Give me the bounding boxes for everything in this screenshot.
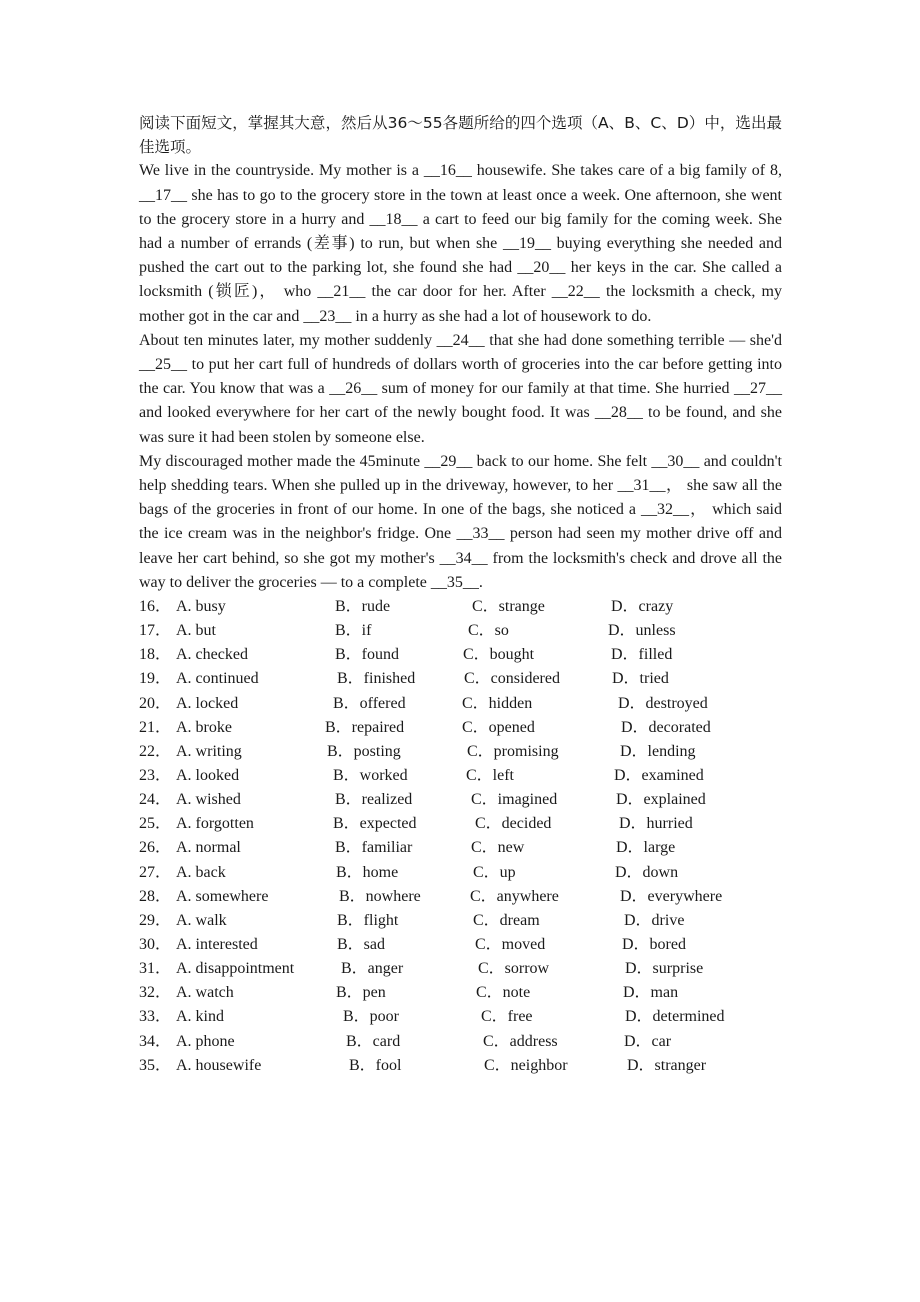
question-number: 30． [139,936,172,954]
option-b: B．home [336,863,399,881]
option-row [139,716,782,740]
passage-paragraph-1: We live in the countryside. My mother is a __16__ housewife. She takes care of a big family of 8, __17__ she has to go to the grocery store in the town at least once a week. One afternoon, she went to the grocery store in a hurry and __18__ a cart to feed our big family for the coming week. She had a number of errands (差事) to run, but when she __19__ buying everything she needed and pushed the cart out to the parking lot, she found she had __20__ her keys in the car. She called a locksmith (锁匠)， who __21__ the car door for her. After __22__ the locksmith a check, my mother got in the car and __23__ in a hurry as she had a lot of housework to do. [139,162,782,325]
option-a: A. broke [176,718,232,736]
option-b: B．if [335,622,372,640]
option-a: A. somewhere [176,887,269,905]
question-number: 28． [139,887,172,905]
option-a: A. housewife [176,1056,262,1074]
question-number: 32． [139,984,172,1002]
option-d: D．examined [614,767,704,785]
option-b: B．anger [341,960,404,978]
option-row [139,812,782,836]
option-row [139,909,782,933]
option-d: D．lending [620,742,696,760]
option-c: C．neighbor [484,1056,568,1074]
option-a: A. back [176,863,226,881]
instruction-text: 阅读下面短文，掌握其大意，然后从36～55各题所给的四个选项（A、B、C、D）中，选出最佳选项。 [139,114,782,157]
option-row [139,643,782,667]
option-row [139,1054,782,1078]
option-c: C．up [473,863,516,881]
option-c: C．opened [462,718,535,736]
option-b: B．card [346,1032,401,1050]
option-a: A. wished [176,791,241,809]
option-d: D．stranger [627,1056,707,1074]
option-a: A. checked [176,646,248,664]
option-d: D．car [624,1032,672,1050]
option-row [139,740,782,764]
option-a: A. kind [176,1008,224,1026]
option-b: B．flight [337,911,399,929]
option-d: D．surprise [625,960,704,978]
option-a: A. phone [176,1032,235,1050]
question-number: 23． [139,767,172,785]
option-d: D．hurried [619,815,693,833]
option-c: C．considered [464,670,560,688]
option-b: B．familiar [335,839,413,857]
option-d: D．down [615,863,679,881]
option-b: B．rude [335,598,391,616]
option-c: C．moved [475,936,546,954]
option-row [139,595,782,619]
option-a: A. but [176,622,216,640]
question-number: 19． [139,670,172,688]
option-row [139,788,782,812]
option-d: D．decorated [621,718,711,736]
option-b: B．found [335,646,400,664]
option-c: C．new [471,839,525,857]
option-a: A. continued [176,670,259,688]
option-d: D．crazy [611,598,674,616]
option-row [139,1030,782,1054]
option-d: D．explained [616,791,706,809]
option-b: B．posting [327,742,401,760]
option-row [139,981,782,1005]
option-row [139,957,782,981]
option-a: A. watch [176,984,234,1002]
options-list [139,595,782,1078]
option-d: D．determined [625,1008,725,1026]
option-c: C．decided [475,815,552,833]
option-a: A. locked [176,694,239,712]
option-c: C．left [466,767,514,785]
question-number: 24． [139,791,172,809]
passage-paragraph-2: About ten minutes later, my mother suddenly __24__ that she had done something terrible — she'd __25__ to put her cart full of hundreds of dollars worth of groceries into the car before getting into the car. You know that was a __26__ sum of money for our family at that time. She hurried __27__ and looked everywhere for her cart of the newly bought food. It was __28__ to be found, and she was sure it had been stolen by someone else. [139,331,782,446]
question-number: 27． [139,863,172,881]
option-d: D．bored [622,936,686,954]
question-number: 31． [139,960,172,978]
option-c: C．free [481,1008,533,1026]
option-row [139,1005,782,1029]
question-number: 17． [139,622,172,640]
option-b: B．worked [333,767,408,785]
question-number: 22． [139,742,172,760]
option-row [139,764,782,788]
option-d: D．destroyed [618,694,708,712]
option-b: B．nowhere [339,887,421,905]
option-c: C．address [483,1032,558,1050]
option-c: C．strange [472,598,545,616]
option-a: A. normal [176,839,241,857]
question-number: 35． [139,1056,172,1074]
option-a: A. interested [176,936,258,954]
option-d: D．drive [624,911,685,929]
option-d: D．large [616,839,676,857]
document-body [139,111,782,1078]
option-b: B．sad [337,936,386,954]
option-b: B．repaired [325,718,405,736]
question-number: 16． [139,598,172,616]
question-number: 34． [139,1032,172,1050]
option-d: D．unless [608,622,676,640]
option-a: A. busy [176,598,226,616]
option-a: A. forgotten [176,815,254,833]
option-a: A. disappointment [176,960,295,978]
question-number: 29． [139,911,172,929]
option-c: C．dream [473,911,540,929]
passage-paragraph-3: My discouraged mother made the 45minute __29__ back to our home. She felt __30__ and couldn't help shedding tears. When she pulled up in the driveway, however, to her __31__， she saw all the bags of the groceries in front of our home. In one of the bags, she noticed a __32__， which said the ice cream was in the neighbor's fridge. One __33__ person had seen my mother drive off and leave her cart behind, so she got my mother's __34__ from the locksmith's check and drove all the way to deliver the groceries — to a complete __35__. [139,452,782,591]
option-c: C．hidden [462,694,533,712]
question-number: 18． [139,646,172,664]
option-b: B．offered [333,694,406,712]
option-d: D．tried [612,670,669,688]
option-row [139,836,782,860]
question-number: 26． [139,839,172,857]
option-b: B．pen [336,984,386,1002]
option-row [139,933,782,957]
question-number: 33． [139,1008,172,1026]
option-c: C．bought [463,646,535,664]
option-b: B．realized [335,791,413,809]
option-row [139,667,782,691]
option-a: A. looked [176,767,240,785]
option-b: B．expected [333,815,417,833]
question-number: 21． [139,718,172,736]
option-b: B．fool [349,1056,402,1074]
option-row [139,692,782,716]
option-d: D．everywhere [620,887,723,905]
option-c: C．anywhere [470,887,559,905]
option-a: A. writing [176,742,242,760]
option-c: C．imagined [471,791,558,809]
option-d: D．man [623,984,679,1002]
option-row [139,885,782,909]
option-a: A. walk [176,911,227,929]
option-c: C．sorrow [478,960,550,978]
question-number: 20． [139,694,172,712]
question-number: 25． [139,815,172,833]
option-c: C．note [476,984,531,1002]
option-c: C．promising [467,742,559,760]
option-row [139,619,782,643]
option-c: C．so [468,622,509,640]
option-d: D．filled [611,646,673,664]
option-row [139,861,782,885]
option-b: B．finished [337,670,416,688]
option-b: B．poor [343,1008,400,1026]
